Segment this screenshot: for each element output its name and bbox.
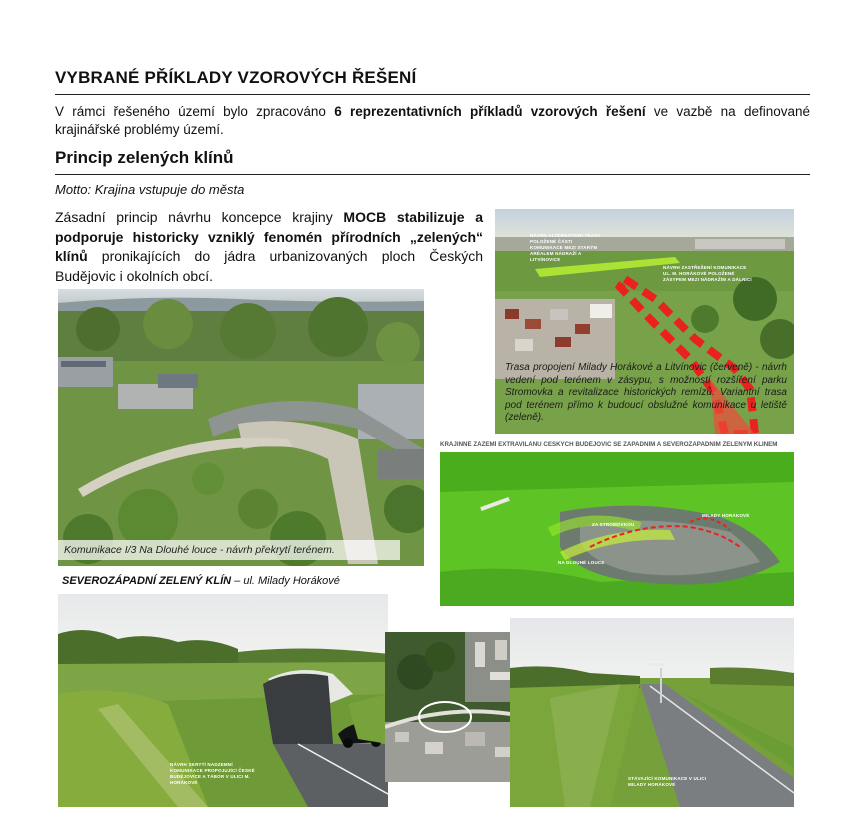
- title-divider: [55, 94, 810, 95]
- map-label-milady-horakove: MILADY HORÁKOVÉ: [702, 513, 750, 518]
- map-label-na-dlouhe-louce: NA DLOUHÉ LOUCE: [558, 560, 605, 565]
- section-title: VYBRANÉ PŘÍKLADY VZOROVÝCH ŘEŠENÍ: [55, 68, 417, 87]
- paragraph-part-2: pronikajících do jádra urbanizovaných ploch Českých Budějovic i okolních obcí.: [55, 248, 483, 284]
- intro-text: [55, 103, 810, 139]
- tunnel-visualization-photo: [58, 594, 388, 807]
- intro-pre: V rámci řešeného území bylo zpracováno: [55, 104, 335, 119]
- aerial-right-caption: Trasa propojení Milady Horákové a Litvínovic (červeně) - návrh vedení pod terénem v zásypu, s možností rozšíření parku Stromovka a revitalizace historických remízů. Variantní trasa pod terénem přímo k budoucí obslužné komunikace u letiště (zeleně).: [505, 362, 787, 423]
- orthophoto-map: [385, 632, 528, 782]
- aerial-photo-stromovka: [495, 209, 794, 434]
- bottom-heading: [62, 575, 340, 587]
- green-wedge-map: [440, 452, 794, 606]
- aerial-left-caption: Komunikace I/3 Na Dlouhé louce - návrh překrytí terénem.: [58, 540, 400, 560]
- bottom-heading-bold: SEVEROZÁPADNÍ ZELENÝ KLÍN: [62, 575, 232, 587]
- road-existing-photo: [510, 618, 794, 807]
- map-title: KRAJINNÉ ZÁZEMÍ EXTRAVILÁNU ČESKÝCH BUDĚJOVIC SE ZÁPADNÍM A SEVEROZÁPADNÍM ZELENÝM KLÍNEM: [440, 441, 778, 448]
- paragraph-part-1: Zásadní princip návrhu koncepce krajiny: [55, 209, 344, 225]
- map-label-za-stromovkou: ZA STROMOVKOU: [592, 522, 635, 527]
- bottom-left-label: NÁVRH SKRYTÍ NADZEMNÍ KOMUNIKACE PROPOJUJÍCÍ ČESKÉ BUDĚJOVICE A TÁBOR V ULICI M. HORÁKOVÉ: [170, 762, 255, 785]
- intro-post: ve vazbě na definované krajinářské problémy území.: [55, 104, 811, 137]
- subtitle-divider: [55, 174, 810, 175]
- motto: Motto: Krajina vstupuje do města: [55, 182, 245, 197]
- bottom-heading-rest: – ul. Milady Horákové: [231, 575, 340, 587]
- bottom-right-label: STÁVAJÍCÍ KOMUNIKACE V ULICI MILADY HORÁKOVÉ: [628, 776, 707, 787]
- aerial-label-covering: NÁVRH ZASTŘEŠENÍ KOMUNIKACE UL. M. HORÁKOVÉ POLOŽENÉ ZÁSYPEM MEZI NÁDRAŽÍM A DÁLNICÍ: [663, 265, 752, 282]
- paragraph-bold: MOCB stabilizuje a podporuje historicky vzniklý fenomén přírodních „zelených“ klínů: [55, 209, 483, 264]
- subtitle: Princip zelených klínů: [55, 148, 234, 167]
- principle-paragraph: [55, 208, 483, 286]
- aerial-photo-dlouha-louka: [58, 289, 424, 566]
- intro-bold: 6 reprezentativních příkladů vzorových řešení: [334, 104, 646, 119]
- aerial-label-alternative: NÁVRH ALTERNATIVNÍ TRASY POLOŽENÉ ČÁSTI KOMUNIKACE MEZI STARÝM ARÉALEM NÁDRAŽÍ A LITVÍNOVICE: [530, 233, 601, 262]
